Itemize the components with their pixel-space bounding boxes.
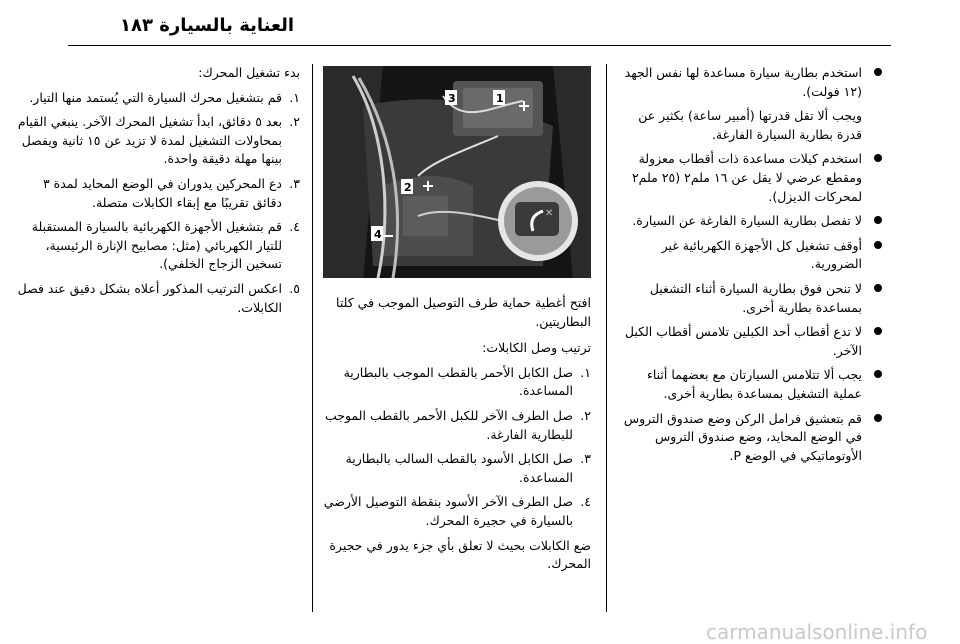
cable-placement-note: ضع الكابلات بحيث لا تعلق بأي جزء يدور في حجيرة المحرك.	[329, 537, 591, 572]
page-title: العناية بالسيارة ١٨٣	[120, 15, 295, 36]
list-item: استخدم كبلات مساعدة ذات أقطاب معزولة ومقطع عرضي لا يقل عن ١٦ ملم٢ (٢٥ ملم٢ لمحركات الديزل).	[620, 150, 882, 206]
engine-bay-illustration	[323, 66, 591, 278]
watermark: carmanualsonline.info	[706, 620, 928, 644]
bullet-icon	[874, 284, 882, 292]
column-divider-right	[606, 64, 607, 612]
list-item: لا تفصل بطارية السيارة الفارغة عن السيارة.	[620, 212, 882, 231]
list-item: قم بتعشيق فرامل الركن وضع صندوق التروس في الوضع المحايد، وضع صندوق التروس الأوتوماتيكي في الوضع P.	[620, 410, 882, 466]
list-item: يجب ألا تتلامس السيارتان مع بعضهما أثناء عملية التشغيل بمساعدة بطارية أخرى.	[620, 366, 882, 403]
list-item: استخدم بطارية سيارة مساعدة لها نفس الجهد (١٢ فولت).	[620, 64, 882, 101]
list-item: ٥. اعكس الترتيب المذكور أعلاه بشكل دقيق عند فصل الكابلات.	[17, 280, 300, 315]
list-item: لا تنحن فوق بطارية السيارة أثناء التشغيل بمساعدة بطارية أخرى.	[620, 280, 882, 317]
callout-4: 4	[374, 228, 382, 241]
bullet-icon	[874, 414, 882, 422]
engine-start-steps	[12, 89, 300, 318]
callout-2: 2	[404, 181, 412, 194]
figure-caption: افتح أغطية حماية طرف التوصيل الموجب في كلتا البطاريتين.	[336, 295, 591, 329]
list-item: أوقف تشغيل كل الأجهزة الكهربائية غير الضرورية.	[620, 237, 882, 274]
engine-start-heading: بدء تشغيل المحرك:	[198, 65, 300, 80]
header-divider	[68, 45, 891, 46]
bullet-icon	[874, 370, 882, 378]
list-item: ٢. صل الطرف الآخر للكبل الأحمر بالقطب الموجب للبطارية الفارغة.	[325, 407, 591, 442]
list-item: ٤. قم بتشغيل الأجهزة الكهربائية بالسيارة المستقبلة للتيار الكهربائي (مثل: مصابيح الإنارة الرئيسية، تسخين الزجاج الخلفي).	[31, 219, 300, 272]
connection-steps	[323, 364, 591, 531]
list-item: ١. صل الكابل الأحمر بالقطب الموجب بالبطارية المساعدة.	[343, 364, 591, 399]
list-item: ٣. دع المحركين يدوران في الوضع المحايد لمدة ٣ دقائق تقريبًا مع إبقاء الكابلات متصلة.	[42, 175, 300, 210]
bullet-icon	[874, 241, 882, 249]
list-item: ٢. بعد ٥ دقائق، ابدأ تشغيل المحرك الآخر. ينبغي القيام بمحاولات التشغيل لمدة لا تزيد عن ١٥ ثانية ويفصل بينها مهلة دقيقة واحدة.	[17, 114, 300, 167]
precautions-list	[620, 64, 882, 465]
list-item: ويجب ألا تقل قدرتها (أمبير ساعة) بكثير عن قدرة بطارية السيارة الفارغة.	[638, 108, 862, 142]
callout-1: 1	[496, 92, 504, 105]
bullet-icon	[874, 216, 882, 224]
bullet-icon	[874, 154, 882, 162]
callout-3: 3	[448, 92, 456, 105]
list-item: لا تدع أقطاب أحد الكبلين تلامس أقطاب الكبل الآخر.	[620, 323, 882, 360]
column-divider-left	[312, 64, 313, 612]
list-item: ٤. صل الطرف الآخر الأسود بنقطة التوصيل الأرضي بالسيارة في حجيرة المحرك.	[323, 494, 591, 528]
bullet-icon	[874, 327, 882, 335]
list-item: ١. قم بتشغيل محرك السيارة التي يُستمد منها التيار.	[29, 89, 300, 105]
left-column	[12, 64, 300, 323]
list-item: ٣. صل الكابل الأسود بالقطب السالب بالبطارية المساعدة.	[345, 451, 591, 485]
bullet-icon	[874, 68, 882, 76]
connection-order-heading: ترتيب وصل الكابلات:	[482, 340, 591, 356]
right-column	[620, 64, 882, 471]
middle-column	[323, 294, 591, 582]
svg-text:✕: ✕	[545, 208, 554, 219]
engine-bay-drawing	[323, 66, 591, 278]
